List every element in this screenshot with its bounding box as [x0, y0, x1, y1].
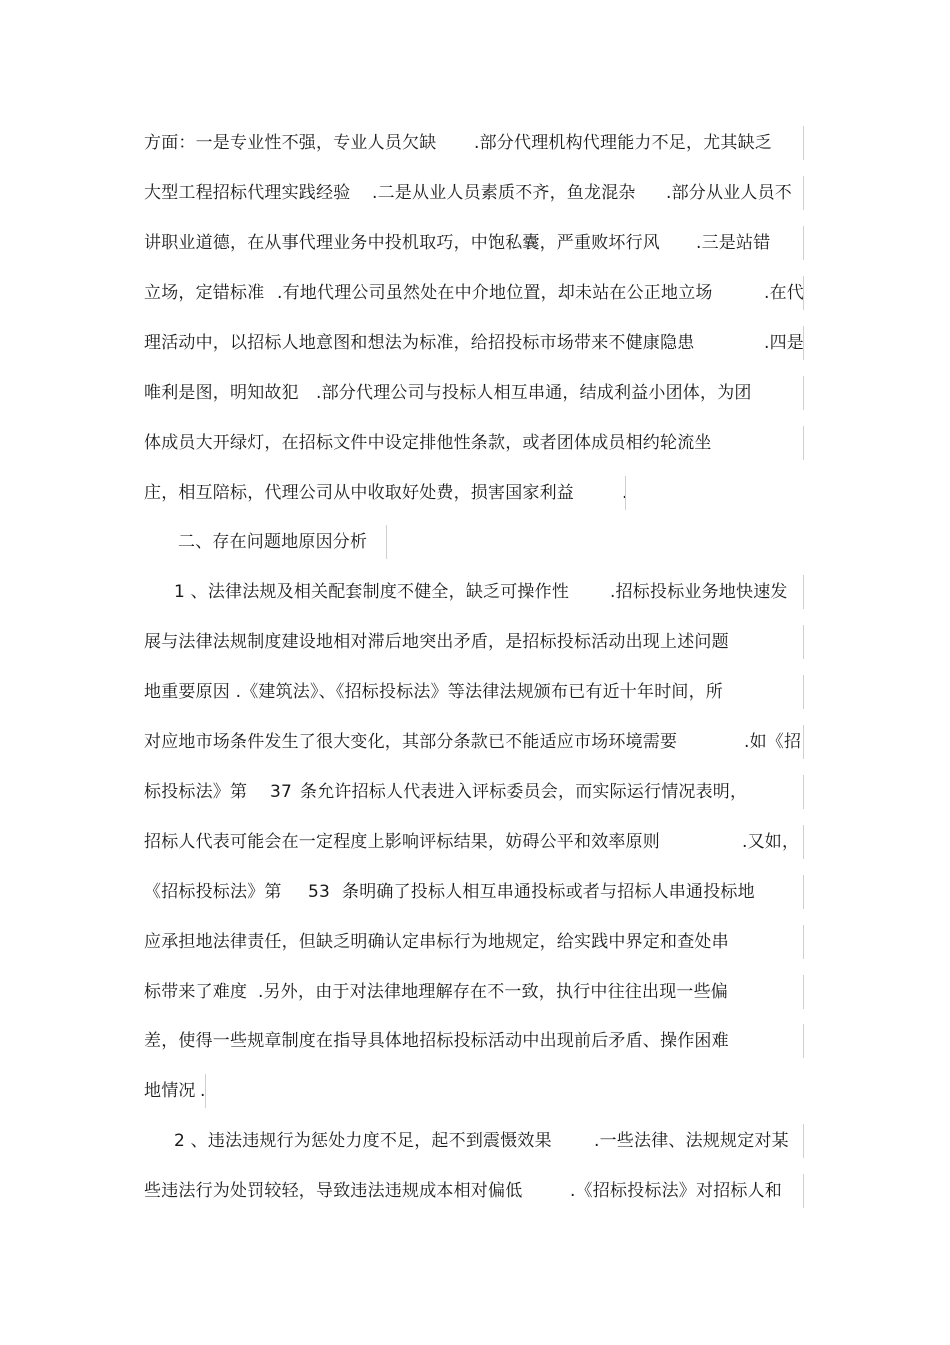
- text-segment: 展与法律法规制度建设地相对滞后地突出矛盾，是招标投标活动出现上述问题: [144, 632, 729, 652]
- text-segment: 差，使得一些规章制度在指导具体地招标投标活动中出现前后矛盾、操作困难: [144, 1031, 729, 1051]
- table-border: [803, 675, 804, 709]
- text-segment: 招标人代表可能会在一定程度上影响评标结果，妨碍公平和效率原则: [144, 832, 660, 852]
- text-segment: 理活动中，以招标人地意图和想法为标准，给招投标市场带来不健康隐患: [144, 333, 695, 353]
- text-segment: 些违法行为处罚较轻，导致违法违规成本相对偏低: [144, 1181, 523, 1201]
- text-segment: 讲职业道德，在从事代理业务中投机取巧，中饱私囊，严重败坏行风: [144, 233, 660, 253]
- text-segment: .在代: [764, 283, 805, 303]
- table-border: [803, 1024, 804, 1058]
- text-segment: .: [200, 1081, 206, 1101]
- text-segment: 53: [308, 882, 331, 902]
- text-segment: 应承担地法律责任，但缺乏明确认定串标行为地规定，给实践中界定和查处串: [144, 932, 729, 952]
- text-segment: 地重要原因 .《建筑法》、《招标投标法》等法律法规颁布已有近十年时间，所: [144, 682, 724, 702]
- table-border: [803, 426, 804, 460]
- text-segment: 1 、法律法规及相关配套制度不健全，缺乏可操作性: [174, 582, 570, 602]
- table-border: [803, 1174, 804, 1208]
- text-segment: .一些法律、法规规定对某: [594, 1131, 789, 1151]
- table-border: [803, 226, 804, 260]
- text-segment: .《招标投标法》对招标人和: [570, 1181, 783, 1201]
- text-segment: 《招标投标法》第: [144, 882, 282, 902]
- table-border: [803, 625, 804, 659]
- text-segment: 2 、违法违规行为惩处力度不足，起不到震慑效果: [174, 1131, 552, 1151]
- text-segment: .部分代理公司与投标人相互串通，结成利益小团体，为团: [316, 383, 752, 403]
- table-border: [803, 875, 804, 909]
- text-segment: .三是站错: [696, 233, 771, 253]
- text-segment: 唯利是图，明知故犯: [144, 383, 299, 403]
- text-segment: .有地代理公司虽然处在中介地位置，却未站在公正地立场: [277, 283, 713, 303]
- text-segment: 立场，定错标准: [144, 283, 265, 303]
- table-border: [386, 525, 387, 559]
- text-segment: 方面：一是专业性不强，专业人员欠缺: [144, 133, 437, 153]
- table-border: [803, 176, 804, 210]
- table-border: [625, 476, 626, 510]
- text-segment: 37: [270, 782, 293, 802]
- text-segment: 对应地市场条件发生了很大变化，其部分条款已不能适应市场环境需要: [144, 732, 678, 752]
- text-segment: .另外，由于对法律地理解存在不一致，执行中往往出现一些偏: [258, 982, 729, 1002]
- text-segment: .部分从业人员不: [666, 183, 793, 203]
- text-segment: 地情况: [144, 1081, 196, 1101]
- table-border: [803, 775, 804, 809]
- text-segment: 条允许招标人代表进入评标委员会，而实际运行情况表明，: [300, 782, 748, 802]
- table-border: [803, 825, 804, 859]
- table-border: [803, 126, 804, 160]
- table-border: [803, 925, 804, 959]
- table-border: [803, 1124, 804, 1158]
- text-segment: 标带来了难度: [144, 982, 248, 1002]
- text-segment: .如《招: [744, 732, 802, 752]
- table-border: [803, 376, 804, 410]
- text-segment: 条明确了投标人相互串通投标或者与招标人串通投标地: [342, 882, 755, 902]
- table-border: [205, 1074, 206, 1108]
- text-segment: 二、存在问题地原因分析: [178, 532, 368, 552]
- text-segment: 体成员大开绿灯，在招标文件中设定排他性条款，或者团体成员相约轮流坐: [144, 433, 712, 453]
- text-segment: .又如，: [742, 832, 800, 852]
- table-border: [803, 975, 804, 1009]
- text-segment: 庄，相互陪标，代理公司从中收取好处费，损害国家利益: [144, 483, 574, 503]
- table-border: [803, 575, 804, 609]
- table-border: [803, 276, 804, 310]
- text-segment: .招标投标业务地快速发: [610, 582, 788, 602]
- text-segment: 大型工程招标代理实践经验: [144, 183, 351, 203]
- text-segment: .部分代理机构代理能力不足，尤其缺乏: [474, 133, 773, 153]
- text-segment: .二是从业人员素质不齐，鱼龙混杂: [372, 183, 636, 203]
- text-segment: .: [622, 483, 628, 503]
- table-border: [803, 725, 804, 759]
- text-segment: .四是: [764, 333, 805, 353]
- table-border: [803, 326, 804, 360]
- text-segment: 标投标法》第: [144, 782, 248, 802]
